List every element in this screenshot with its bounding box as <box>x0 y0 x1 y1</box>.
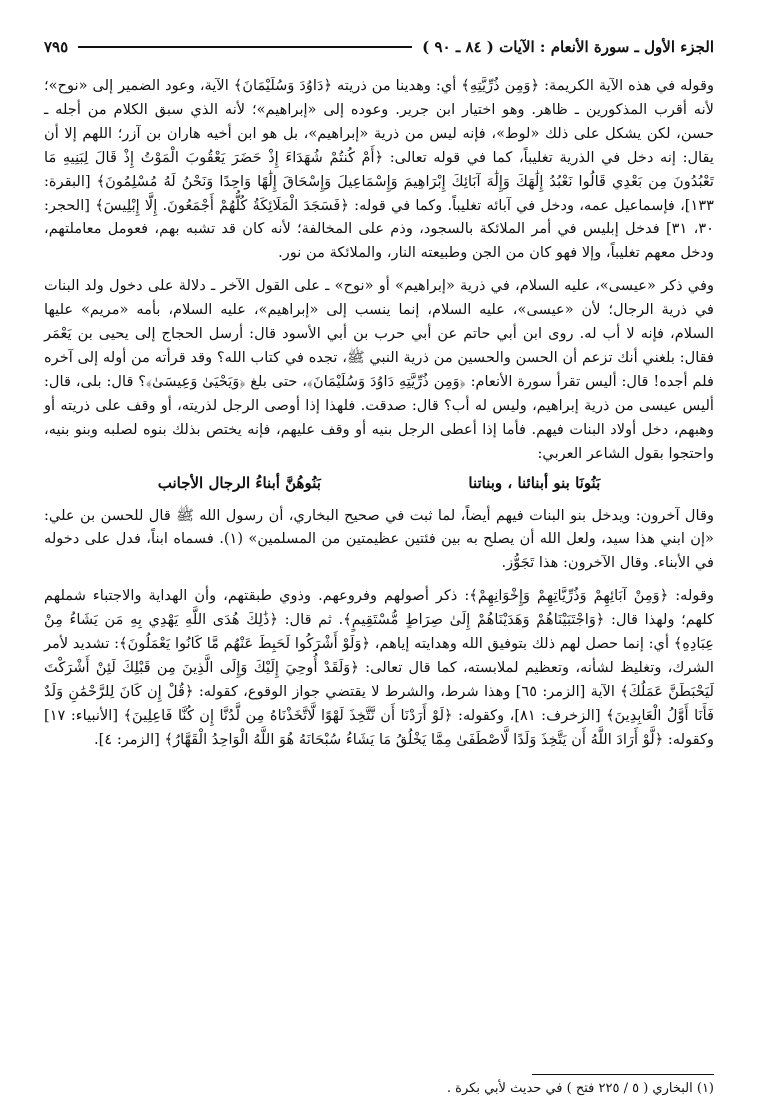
paragraph-1: وقوله في هذه الآية الكريمة: ﴿وَمِن ذُرِّيَّتِهِ﴾ أي: وهدينا من ذريته ﴿دَاوُدَ وَسُلَيْمَانَ﴾ الآية، وعود الضمير إلى «نوح»؛ لأنه أقرب المذكورين ـ ظاهر. وهو اختيار ابن جرير. وعوده إلى «إبراهيم»؛ لأنه الذي سبق الكلام من أجله ـ حسن، لكن يشكل على ذلك «لوط»، فإنه ليس من ذرية «إبراهيم»، بل هو ابن أخيه هاران بن آزر؛ اللهم إلا أن يقال: إنه دخل في الذرية تغليباً، كما في قوله تعالى: ﴿أَمْ كُنتُمْ شُهَدَاءَ إِذْ حَضَرَ يَعْقُوبَ الْمَوْتُ إِذْ قَالَ لِبَنِيهِ مَا تَعْبُدُونَ مِن بَعْدِي قَالُوا نَعْبُدُ إِلَٰهَكَ وَإِلَٰهَ آبَائِكَ إِبْرَاهِيمَ وَإِسْمَاعِيلَ وَإِسْحَاقَ إِلَٰهًا وَاحِدًا وَنَحْنُ لَهُ مُسْلِمُونَ﴾ [البقرة: ١٣٣]، فإسماعيل عمه، ودخل في آبائه تغليباً. وكما في قوله: ﴿فَسَجَدَ الْمَلَائِكَةُ كُلُّهُمْ أَجْمَعُونَ. إِلَّا إِبْلِيسَ﴾ [الحجر: ٣٠، ٣١] فدخل إبليس في أمر الملائكة بالسجود، وذم على المخالفة؛ لأنه كان قد تشبه بهم، فعومل معاملتهم، ودخل معهم تغليباً، وإلا فهو كان من الجن وطبيعته النار، والملائكة من نور. <box>44 77 714 262</box>
running-title: الجزء الأول ـ سورة الأنعام : الآيات ( ٨٤ ـ ٩٠ ) <box>422 38 714 56</box>
paragraph-3: وقال آخرون: ويدخل بنو البنات فيهم أيضاً، لما ثبت في صحيح البخاري، أن رسول الله ﷺ قال للحسن بن علي: «إن ابني هذا سيد، ولعل الله أن يصلح به بين فئتين عظيمتين من المسلمين» (١). فسماه ابناً، فدل على دخوله في الأبناء. وقال الآخرون: هذا تَجَوُّز. <box>44 506 714 572</box>
poetry-verse <box>84 470 674 496</box>
paragraph-2: وفي ذكر «عيسى»، عليه السلام، في ذرية «إبراهيم» أو «نوح» ـ على القول الآخر ـ دلالة على دخول ولد البنات في ذرية الرجال؛ لأن «عيسى»، عليه السلام، إنما ينسب إلى «إبراهيم»، عليه السلام، بأمه «مريم» عليها السلام، فإنه لا أب له. روى ابن أبي حاتم عن أبي حرب بن أبي الأسود قال: أرسل الحجاج إلى يحيى بن يَعْمَر فقال: بلغني أنك تزعم أن الحسن والحسين من ذرية النبي ﷺ، تجده في كتاب الله؟ وقد قرأته من أوله إلى آخره فلم أجده! قال: أليس تقرأ سورة الأنعام: ﴿وَمِن ذُرِّيَّتِهِ دَاوُدَ وَسُلَيْمَانَ﴾، حتى بلغ ﴿وَيَحْيَىٰ وَعِيسَىٰ﴾؟ قال: بلى، قال: أليس عيسى من ذرية إبراهيم، وليس له أب؟ قال: صدقت. فلهذا إذا أوصى الرجل لذريته، أو وقف على ذريته أو وهبهم، دخل أولاد البنات فيهم. فأما إذا أعطى الرجل بنيه أو وقف عليهم، فإنه يختص بذلك بنوه لصلبه وبنو بنيه، واحتجوا بقول الشاعر العربي: <box>44 277 714 462</box>
header-rule <box>78 46 412 48</box>
footnote-divider <box>532 1074 714 1075</box>
page-header <box>44 34 714 60</box>
verse-first-hemistich: بَنُونَا بنو أبنائنا ، وبناتنا <box>468 473 601 492</box>
verse-second-hemistich: بَنُوهُنَّ أبناءُ الرجال الأجانب <box>157 473 321 492</box>
main-text <box>44 74 714 752</box>
footnote: (١) البخاري ( ٥ / ٢٢٥ فتح ) في حديث لأبي بكرة . <box>446 1081 714 1096</box>
page-number: ٧٩٥ <box>44 38 69 56</box>
paragraph-4: وقوله: ﴿وَمِنْ آبَائِهِمْ وَذُرِّيَّاتِهِمْ وَإِخْوَانِهِمْ﴾: ذكر أصولهم وفروعهم. وذوي طبقتهم، وأن الهداية والاجتباء شملهم كلهم؛ ولهذا قال: ﴿وَاجْتَبَيْنَاهُمْ وَهَدَيْنَاهُمْ إِلَىٰ صِرَاطٍ مُّسْتَقِيمٍ﴾. ثم قال: ﴿ذَٰلِكَ هُدَى اللَّهِ يَهْدِي بِهِ مَن يَشَاءُ مِنْ عِبَادِهِ﴾ أي: إنما حصل لهم ذلك بتوفيق الله وهدايته إياهم، ﴿وَلَوْ أَشْرَكُوا لَحَبِطَ عَنْهُم مَّا كَانُوا يَعْمَلُونَ﴾: تشديد لأمر الشرك، وتغليظ لشأنه، وتعظيم لملابسته، كما قال تعالى: ﴿وَلَقَدْ أُوحِيَ إِلَيْكَ وَإِلَى الَّذِينَ مِن قَبْلِكَ لَئِنْ أَشْرَكْتَ لَيَحْبَطَنَّ عَمَلُكَ﴾ الآية [الزمر: ٦٥] وهذا شرط، والشرط لا يقتضي جواز الوقوع، كقوله: ﴿قُلْ إِن كَانَ لِلرَّحْمَٰنِ وَلَدٌ فَأَنَا أَوَّلُ الْعَابِدِينَ﴾ [الزخرف: ٨١]، وكقوله: ﴿لَوْ أَرَدْنَا أَن نَّتَّخِذَ لَهْوًا لَّاتَّخَذْنَاهُ مِن لَّدُنَّا إِن كُنَّا فَاعِلِينَ﴾ [الأنبياء: ١٧] وكقوله: ﴿لَّوْ أَرَادَ اللَّهُ أَن يَتَّخِذَ وَلَدًا لَّاصْطَفَىٰ مِمَّا يَخْلُقُ مَا يَشَاءُ سُبْحَانَهُ هُوَ اللَّهُ الْوَاحِدُ الْقَهَّارُ﴾ [الزمر: ٤]. <box>44 587 714 748</box>
